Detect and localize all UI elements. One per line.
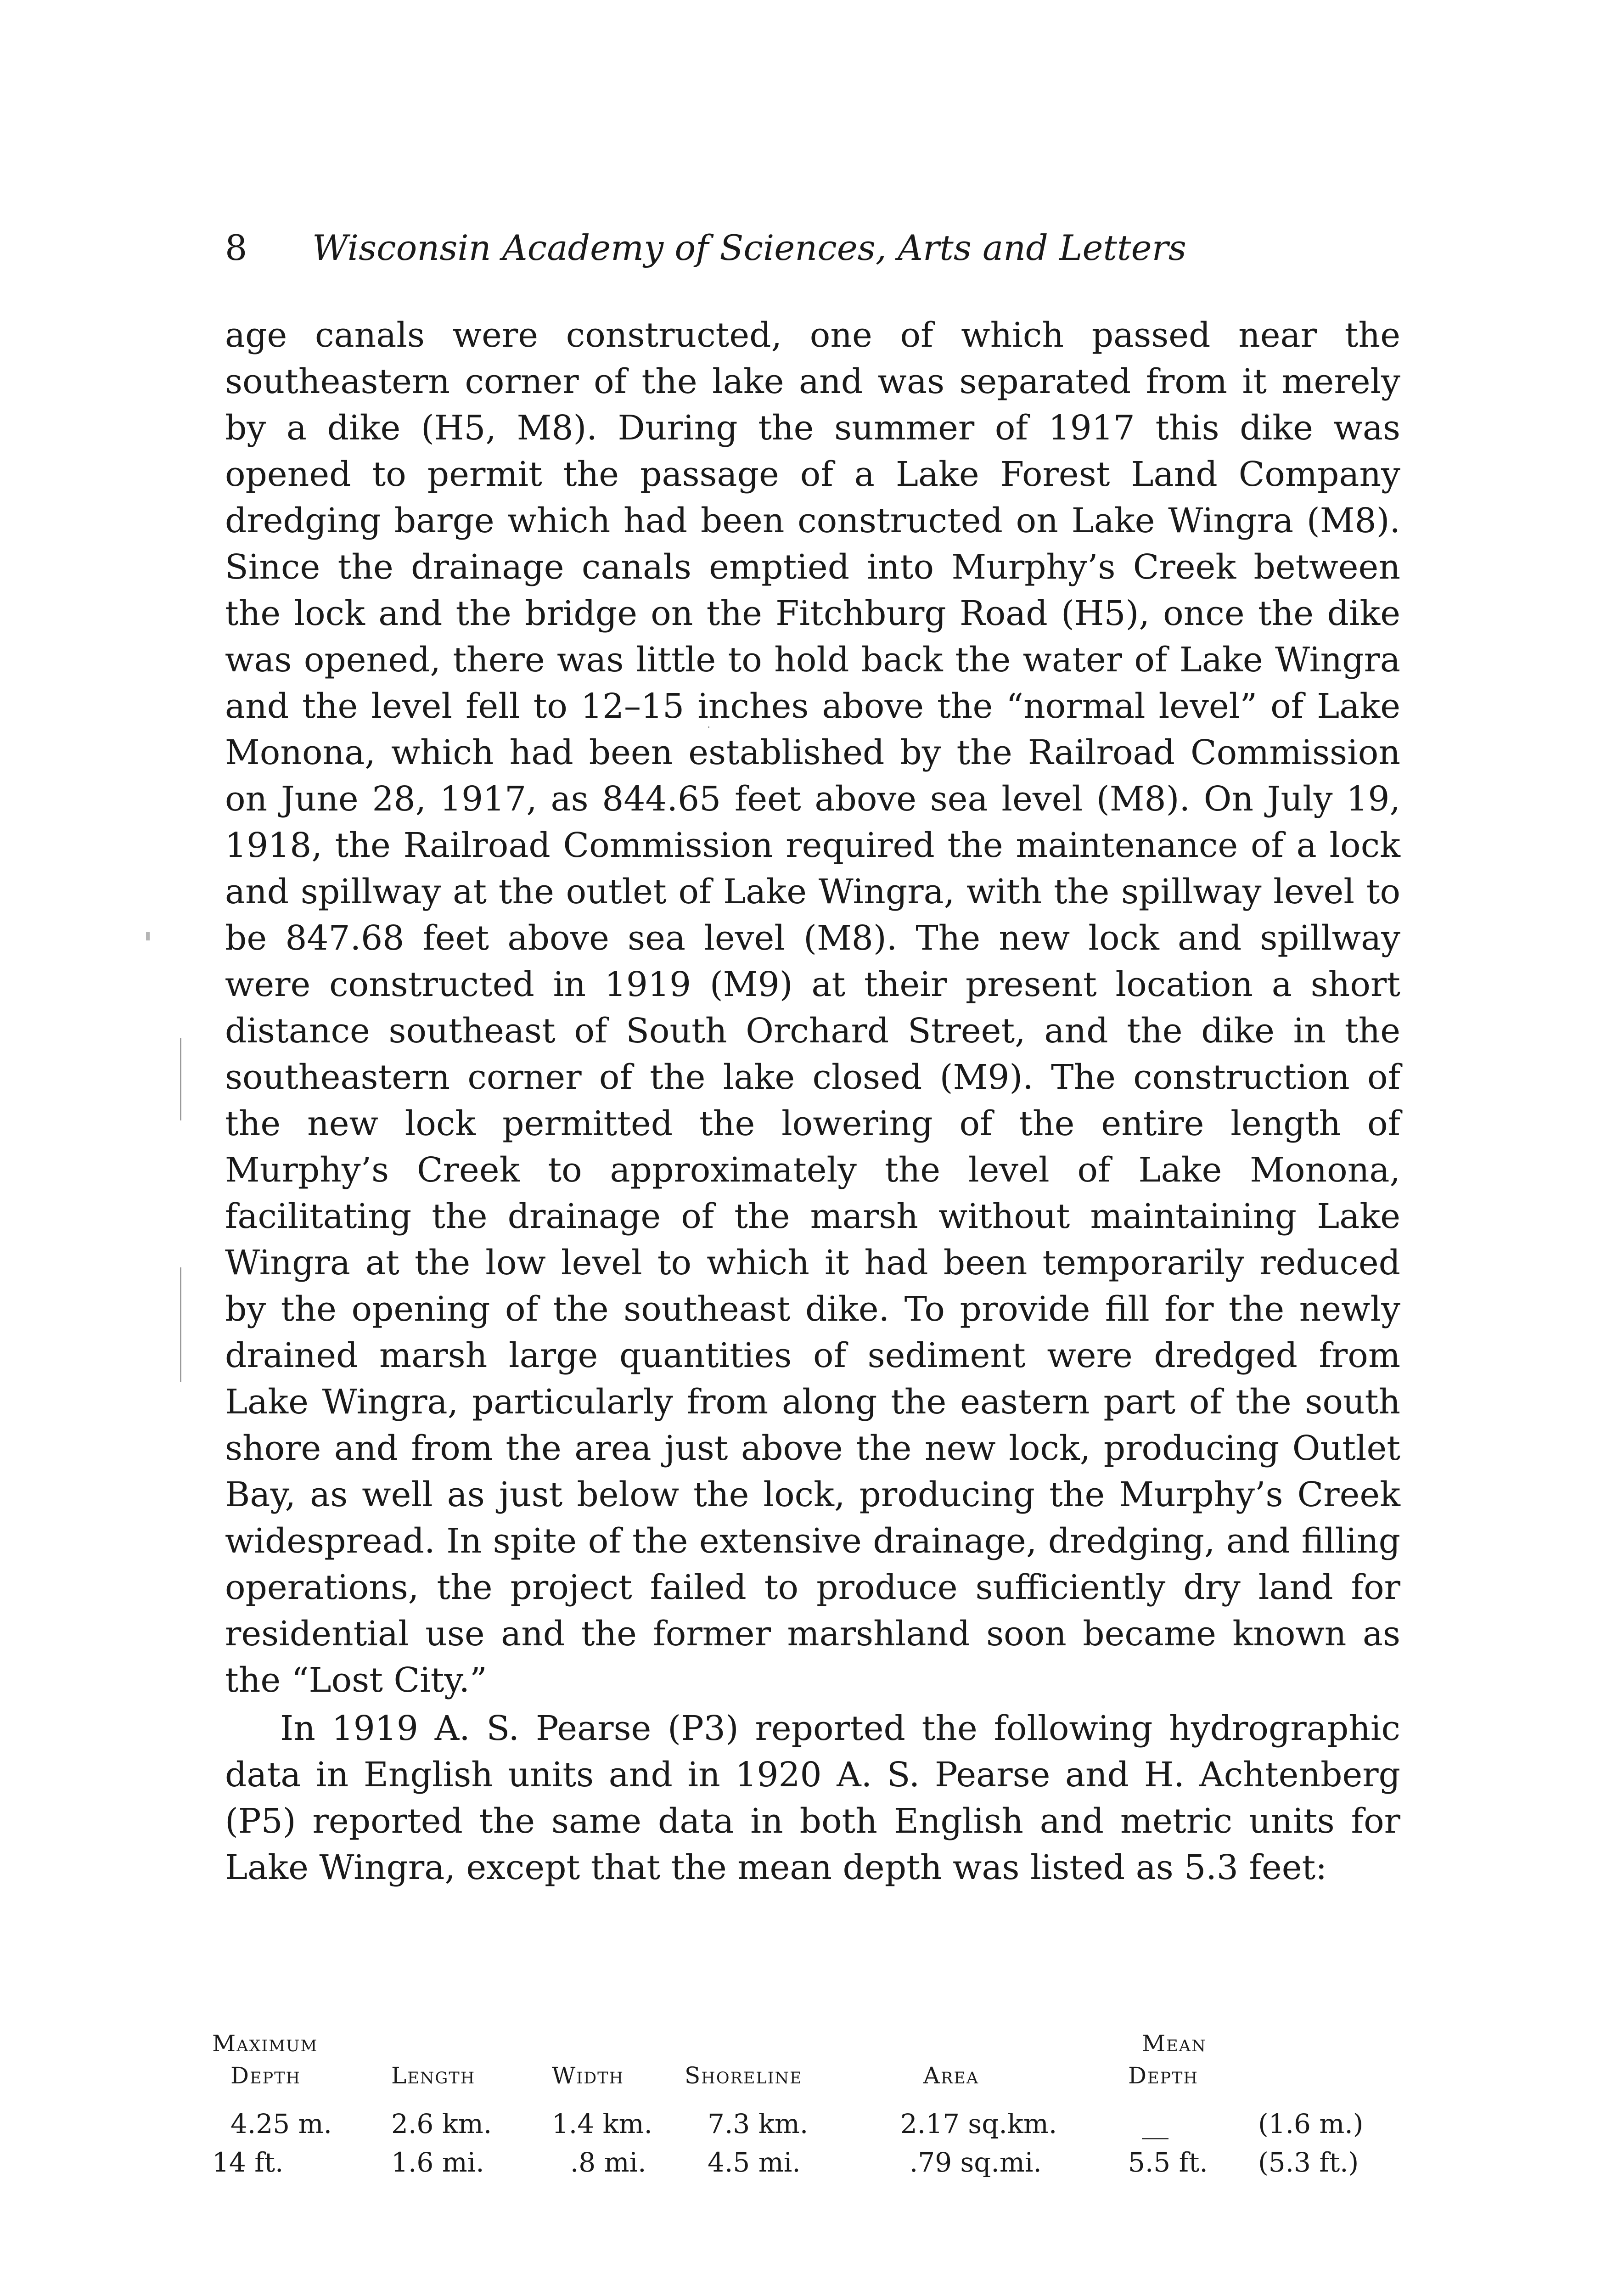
header-mean-depth-label: Depth [1128, 2062, 1199, 2089]
cell-max-depth: 14 ft. [212, 2147, 284, 2178]
margin-line [180, 1267, 181, 1382]
cell-alt-mean-depth: (5.3 ft.) [1258, 2147, 1359, 2178]
header-area: Area [923, 2062, 979, 2089]
stray-dot [708, 726, 709, 728]
header-mean-label: Mean [1141, 2030, 1207, 2057]
cell-width: .8 mi. [570, 2147, 646, 2178]
cell-width: 1.4 km. [551, 2108, 653, 2139]
cell-shoreline: 7.3 km. [708, 2108, 809, 2139]
table-row [212, 2092, 1388, 2143]
header-depth-label: Depth [230, 2062, 301, 2089]
page-number: 8 [225, 227, 247, 268]
cell-area: .79 sq.mi. [909, 2147, 1042, 2178]
cell-length: 1.6 mi. [391, 2147, 484, 2178]
margin-line [180, 1038, 181, 1120]
hydrographic-table [212, 2027, 1388, 2182]
cell-shoreline: 4.5 mi. [708, 2147, 801, 2178]
header-blank [1258, 2027, 1388, 2092]
cell-area: 2.17 sq.km. [900, 2108, 1057, 2139]
paragraph-hydrographic-intro: In 1919 A. S. Pearse (P3) reported the following hydrographic data in English units and in 1920 A. S. Pearse and H. Achtenberg (P5) reported the same data in both English and metric units for Lake Wingra, except that the mean depth was listed as 5.3 feet: [225, 1709, 1400, 1887]
cell-alt-mean-depth: (1.6 m.) [1258, 2108, 1364, 2139]
margin-mark [146, 932, 150, 940]
header-maximum-depth [212, 2027, 391, 2092]
header-length: Length [391, 2062, 476, 2089]
cell-mean-depth: __ [1141, 2108, 1168, 2139]
cell-max-depth: 4.25 m. [230, 2108, 332, 2139]
paragraph-lock-history: age canals were constructed, one of which passed near the southeastern corner of the lake and was separated from it merely by a dike (H5, M8). During the summer of 1917 this dike was opened to permit the passage of a Lake Forest Land Company dredging barge which had been constructed on Lake Wingra (M8). Since the drainage canals emptied into Murphy’s Creek between the lock and the bridge on the Fitchburg Road (H5), once the dike was opened, there was little to hold back the water of Lake Wingra and the level fell to 12–15 inches above the “normal level” of Lake Monona, which had been established by the Railroad Commission on June 28, 1917, as 844.65 feet above sea level (M8). On July 19, 1918, the Railroad Commission required the maintenance of a lock and spillway at the outlet of Lake Wingra, with the spillway level to be 847.68 feet above sea level (M8). The new lock and spillway were constructed in 1919 (M9) at their present location a short distance southeast of South Orchard Street, and the dike in the southeastern corner of the lake closed (M9). The construction of the new lock permitted the lowering of the entire length of Murphy’s Creek to approximately the level of Lake Monona, facilitating the drainage of the marsh without maintaining Lake Wingra at the low level to which it had been temporarily reduced by the opening of the southeast dike. To provide fill for the newly drained marsh large quantities of sediment were dredged from Lake Wingra, particularly from along the eastern part of the south shore and from the area just above the new lock, producing Outlet Bay, as well as just below the lock, producing the Murphy’s Creek widespread. In spite of the extensive drainage, dredging, and filling operations, the project failed to produce sufficiently dry land for residential use and the former marshland soon became known as the “Lost City.” [225, 315, 1400, 1700]
page-header [225, 225, 1299, 271]
running-head: Wisconsin Academy of Sciences, Arts and Letters [312, 227, 1186, 268]
hydrographic-table-container [212, 2027, 1388, 2182]
header-shoreline: Shoreline [685, 2062, 803, 2089]
table-row [212, 2143, 1388, 2182]
cell-length: 2.6 km. [391, 2108, 492, 2139]
header-mean-depth [1128, 2027, 1258, 2092]
cell-mean-depth: 5.5 ft. [1128, 2147, 1208, 2178]
header-maximum-label: Maximum [212, 2030, 318, 2057]
header-width: Width [551, 2062, 624, 2089]
table-header-row [212, 2027, 1388, 2092]
body-text [225, 312, 1400, 1891]
